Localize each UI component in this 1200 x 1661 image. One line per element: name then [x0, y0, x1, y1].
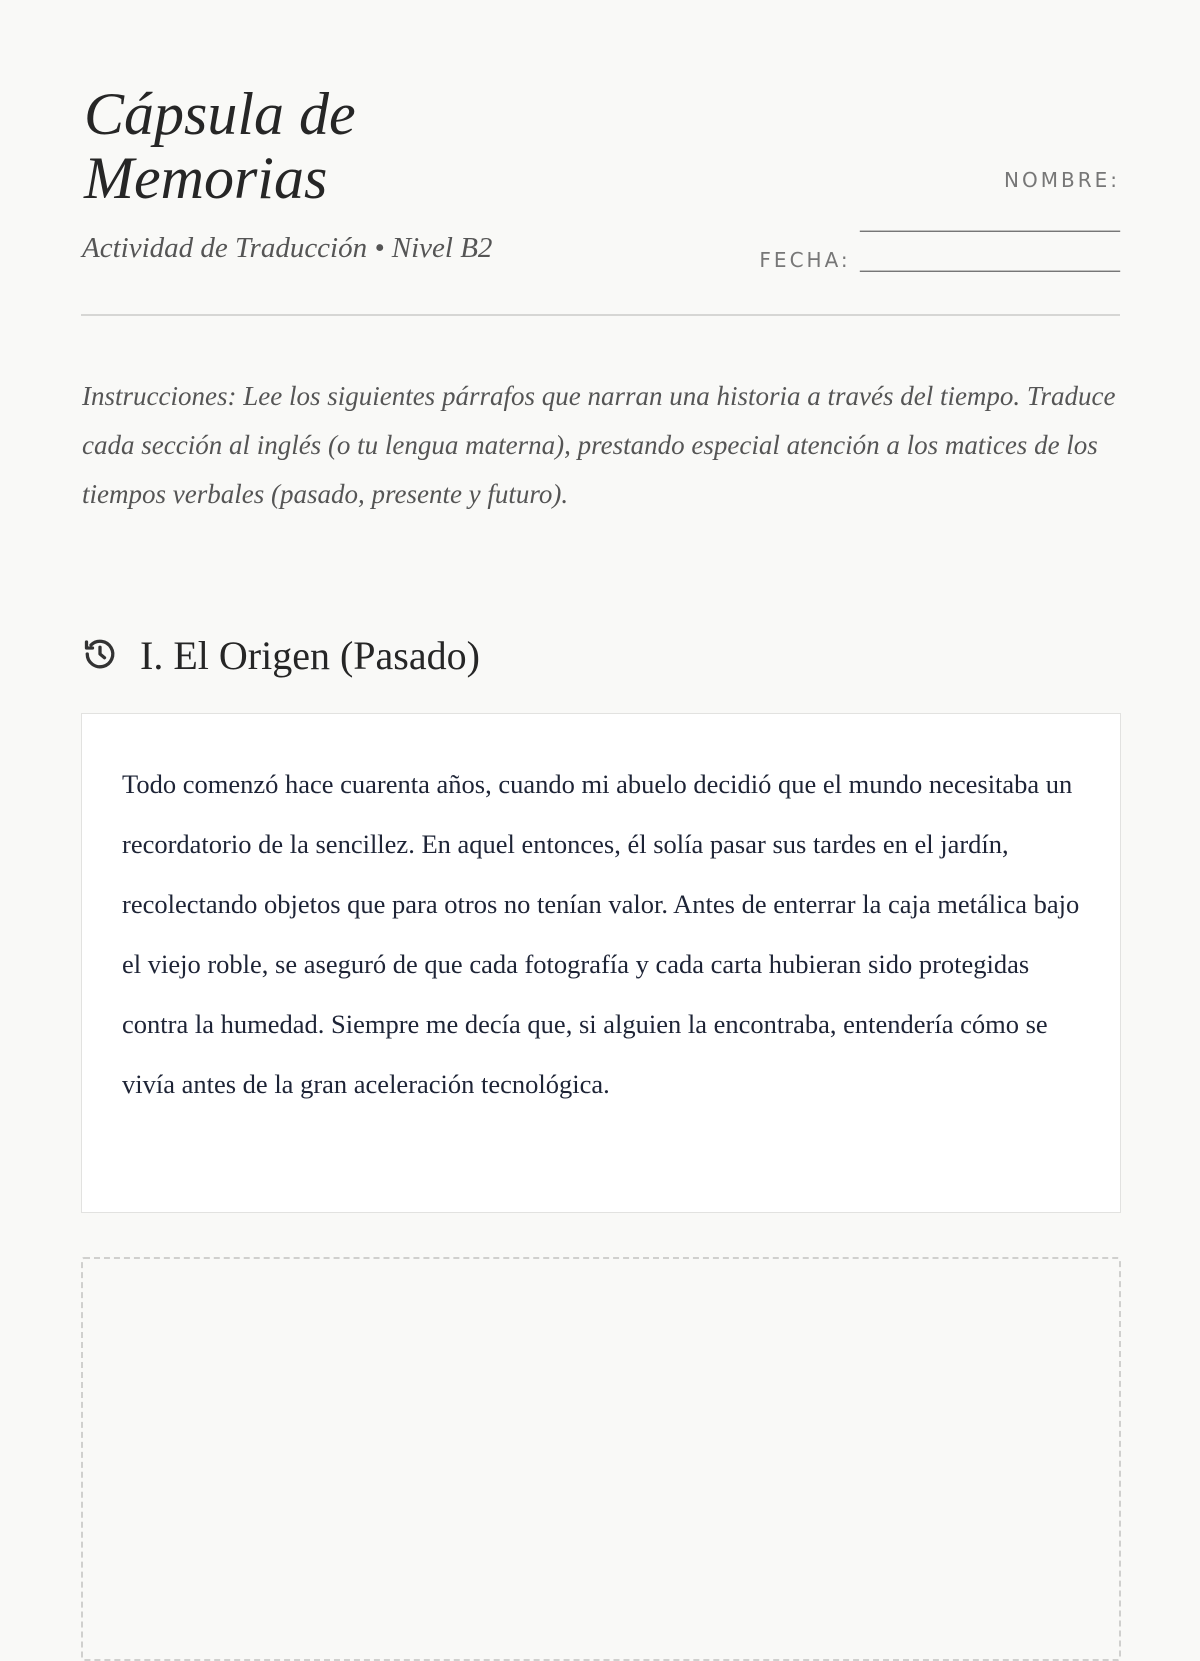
page-title	[84, 82, 356, 210]
title-line-2: Memorias	[84, 145, 328, 211]
history-icon	[82, 636, 118, 676]
student-fields	[640, 160, 1120, 280]
title-line-1: Cápsula de	[84, 81, 356, 147]
section-title: I. El Origen (Pasado)	[140, 633, 480, 678]
instructions: Instrucciones: Lee los siguientes párrafos que narran una historia a través del tiempo. Traduce cada sección al inglés (o tu lengua materna), prestando especial atención a los matices de los tiempos verbales (pasado, presente y futuro).	[82, 381, 1116, 509]
name-field[interactable]: __________________________	[860, 208, 1120, 232]
source-paragraph: Todo comenzó hace cuarenta años, cuando mi abuelo decidió que el mundo necesitaba un recordatorio de la sencillez. En aquel entonces, él solía pasar sus tardes en el jardín, recolectando objetos que para otros no tenían valor. Antes de enterrar la caja metálica bajo el viejo roble, se aseguró de que cada fotografía y cada carta hubieran sido protegidas contra la humedad. Siempre me decía que, si alguien la encontraba, entendería cómo se vivía antes de la gran aceleración tecnológica.	[122, 769, 1080, 1099]
header-divider	[81, 314, 1120, 316]
date-field[interactable]: __________________________	[860, 248, 1120, 272]
name-label: NOMBRE:	[1004, 168, 1120, 192]
source-text-card	[81, 713, 1121, 1213]
translation-area[interactable]	[81, 1257, 1121, 1661]
section-heading	[82, 632, 480, 679]
subtitle: Actividad de Traducción • Nivel B2	[82, 232, 493, 264]
date-label: FECHA:	[759, 248, 851, 272]
